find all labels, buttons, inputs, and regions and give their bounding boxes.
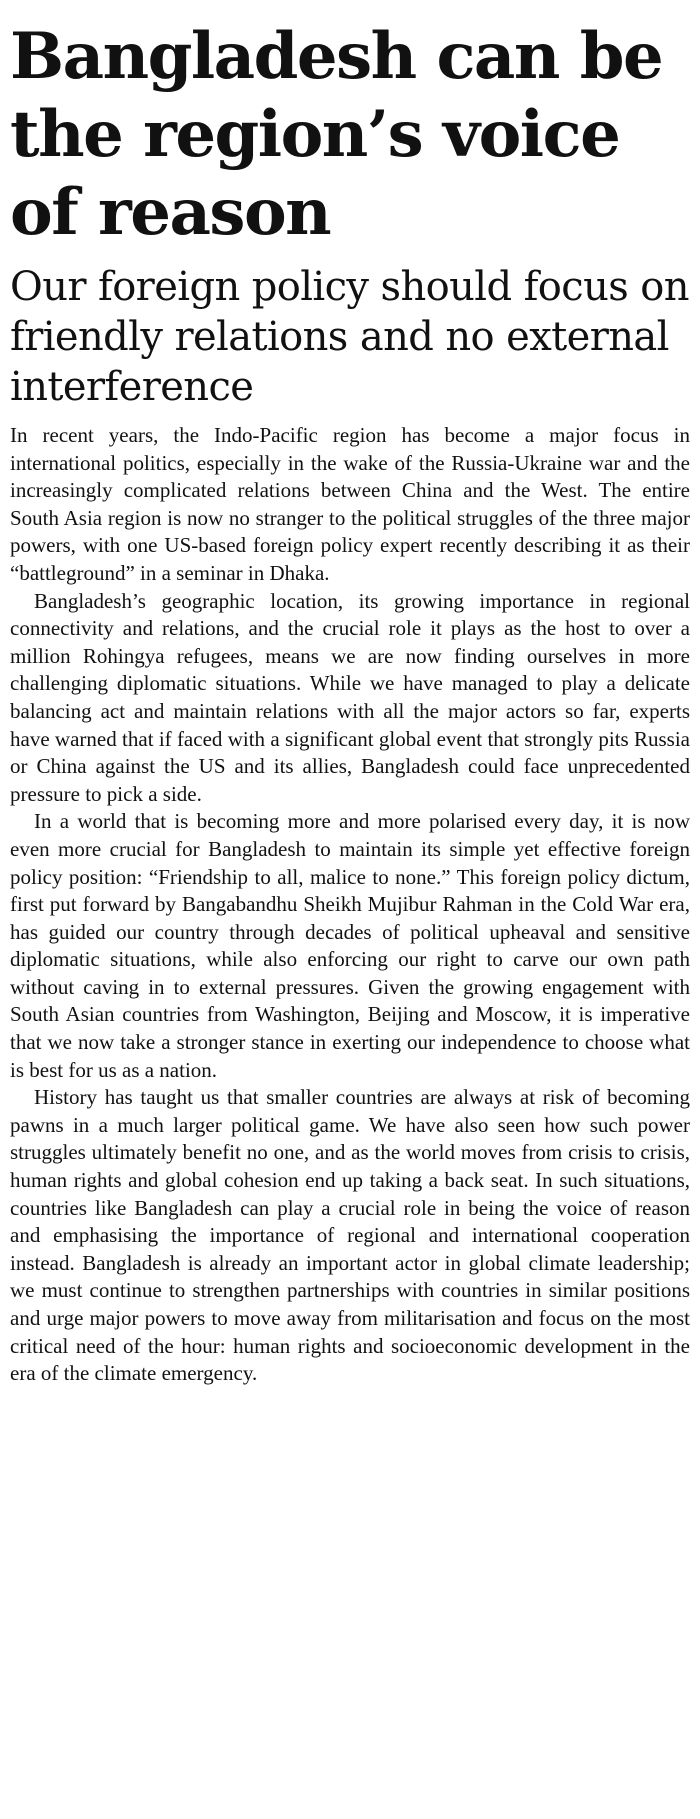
paragraph-2: Bangladesh’s geographic location, its growing importance in regional connectivity and relations, and the crucial role it plays as the host to over a million Rohingya refugees, means we are now finding ourselves in more challenging diplomatic situations. While we have managed to play a delicate balancing act and maintain relations with all the major actors so far, experts have warned that if faced with a significant global event that strongly pits Russia or China against the US and its allies, Bangladesh could face unprecedented pressure to pick a side. (10, 588, 690, 806)
paragraph-1: In recent years, the Indo-Pacific region has become a major focus in international politics, especially in the wake of the Russia-Ukraine war and the increasingly complicated relations between China and the West. The entire South Asia region is now no stranger to the political struggles of the three major powers, with one US-based foreign policy expert recently describing it as their “battleground” in a seminar in Dhaka. (10, 423, 690, 585)
paragraph-4: History has taught us that smaller countries are always at risk of becoming pawns in a much larger political game. We have also seen how such power struggles ultimately benefit no one, and as the world moves from crisis to crisis, human rights and global cohesion end up taking a back seat. In such situations, countries like Bangladesh can play a crucial role in being the voice of reason and emphasising the importance of regional and international cooperation instead. Bangladesh is already an important actor in global climate leadership; we must continue to strengthen partnerships with countries in similar positions and urge major powers to move away from militarisation and focus on the most critical need of the hour: human rights and socioeconomic development in the era of the climate emergency. (10, 1085, 690, 1386)
article-body (10, 422, 690, 1388)
paragraph-3: In a world that is becoming more and more polarised every day, it is now even more crucial for Bangladesh to maintain its simple yet effective foreign policy position: “Friendship to all, malice to none.” This foreign policy dictum, first put forward by Bangabandhu Sheikh Mujibur Rahman in the Cold War era, has guided our country through decades of political upheaval and sensitive diplomatic situations, while also enforcing our right to carve our own path without caving in to external pressures. Given the growing engagement with South Asian countries from Washington, Beijing and Moscow, it is imperative that we now take a stronger stance in exerting our independence to choose what is best for us as a nation. (10, 809, 690, 1082)
headline: Bangladesh can be the region’s voice of reason (10, 19, 663, 250)
subheadline: Our foreign policy should focus on friendly relations and no external interference (10, 264, 689, 410)
